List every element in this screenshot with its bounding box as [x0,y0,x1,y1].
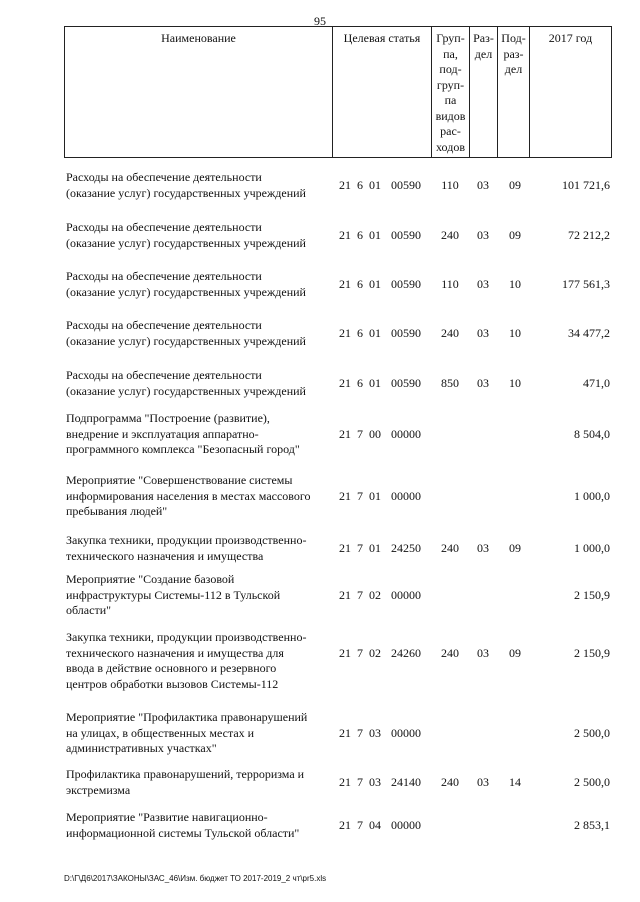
header-line: под- [439,62,462,76]
row-name-line: Расходы на обеспечение деятельности [66,318,262,332]
row-name [66,170,330,201]
code-part: 21 [339,427,351,441]
code-part: 21 [339,775,351,789]
code-part: 7 [357,489,363,503]
code-part: 00000 [391,489,421,503]
row-name [66,318,330,349]
code-part: 00000 [391,427,421,441]
code-part: 24260 [391,646,421,660]
row-name [66,810,330,841]
header-subsection [498,27,530,157]
code-part: 6 [357,376,363,390]
row-subsection: 10 [509,277,521,291]
row-name-line: Расходы на обеспечение деятельности [66,368,262,382]
code-part: 7 [357,646,363,660]
row-name-line: Закупка техники, продукции производственно- [66,533,307,547]
row-section: 03 [477,178,489,192]
code-part: 01 [369,326,381,340]
row-subsection: 09 [509,541,521,555]
row-subsection: 10 [509,326,521,340]
row-subsection: 09 [509,178,521,192]
code-part: 01 [369,376,381,390]
code-part: 24140 [391,775,421,789]
row-name-line: экстремизма [66,782,131,797]
row-section: 03 [477,541,489,555]
code-part: 02 [369,646,381,660]
header-target: Целевая статья [333,27,432,157]
row-name-line: Мероприятие "Профилактика правонарушений [66,710,308,724]
file-path-footer: D:\Г\Д6\2017\ЗАКОНЫ\ЗАС_46\Изм. бюджет ТО 2017-2019_2 чт\pr5.xls [64,874,327,883]
header-line: раз- [503,46,524,61]
row-target-code [339,818,421,834]
row-name-line: инфраструктуры Системы-112 в Тульской [66,587,281,602]
row-group: 240 [441,646,459,660]
code-part: 21 [339,376,351,390]
code-part: 7 [357,818,363,832]
row-target-code [339,178,421,194]
row-name [66,630,330,692]
row-amount: 2 150,9 [574,588,610,602]
code-part: 01 [369,277,381,291]
code-part: 00590 [391,326,421,340]
header-line: Раз- [473,31,494,45]
code-part: 00590 [391,376,421,390]
row-group: 240 [441,228,459,242]
row-name [66,710,330,757]
row-subsection: 10 [509,376,521,390]
code-part: 21 [339,178,351,192]
row-target-code [339,376,421,392]
header-line: рас- [440,124,461,138]
code-part: 7 [357,427,363,441]
row-section: 03 [477,376,489,390]
row-amount: 2 853,1 [574,818,610,832]
code-part: 6 [357,228,363,242]
row-group: 240 [441,541,459,555]
code-part: 6 [357,178,363,192]
row-name [66,220,330,251]
row-name-line: (оказание услуг) государственных учреждений [66,383,306,398]
code-part: 24250 [391,541,421,555]
code-part: 21 [339,277,351,291]
header-name: Наименование [65,27,333,157]
row-target-code [339,326,421,342]
header-line: ходов [436,139,465,154]
code-part: 00 [369,427,381,441]
header-line: па [444,93,457,107]
row-name-line: информационной системы Тульской области" [66,825,300,840]
row-name [66,269,330,300]
code-part: 01 [369,489,381,503]
code-part: 03 [369,726,381,740]
row-name-line: (оказание услуг) государственных учреждений [66,284,306,299]
code-part: 21 [339,646,351,660]
row-amount: 1 000,0 [574,489,610,503]
header-line: па, [443,46,458,61]
code-part: 21 [339,541,351,555]
row-name [66,767,330,798]
row-name-line: Мероприятие "Развитие навигационно- [66,810,268,824]
row-section: 03 [477,277,489,291]
row-group: 850 [441,376,459,390]
row-section: 03 [477,326,489,340]
page-number: 95 [314,14,326,28]
row-name-line: внедрение и эксплуатация аппаратно- [66,426,259,441]
code-part: 01 [369,541,381,555]
header-line: Под- [501,31,526,45]
row-name-line: пребывания людей" [66,504,168,518]
row-target-code [339,541,421,557]
header-group [432,27,470,157]
header-line: груп- [436,77,465,92]
code-part: 21 [339,818,351,832]
row-name-line: Расходы на обеспечение деятельности [66,220,262,234]
row-name-line: Расходы на обеспечение деятельности [66,170,262,184]
code-part: 6 [357,326,363,340]
row-name-line: на улицах, в общественных местах и [66,725,255,740]
row-target-code [339,775,421,791]
row-name-line: Подпрограмма "Построение (развитие), [66,411,270,425]
code-part: 7 [357,541,363,555]
code-part: 01 [369,178,381,192]
row-name-line: центров обработки вызовов Системы-112 [66,676,279,691]
code-part: 00000 [391,726,421,740]
table-header [64,26,612,158]
row-subsection: 09 [509,646,521,660]
row-name-line: технического назначения и имущества [66,548,264,563]
code-part: 00000 [391,588,421,602]
row-name-line: Мероприятие "Совершенствование системы [66,473,293,487]
row-amount: 471,0 [583,376,610,390]
row-amount: 177 561,3 [562,277,610,291]
row-name-line: (оказание услуг) государственных учреждений [66,333,306,348]
header-year: 2017 год [548,31,593,45]
row-amount: 1 000,0 [574,541,610,555]
code-part: 21 [339,489,351,503]
row-target-code [339,228,421,244]
code-part: 21 [339,228,351,242]
row-name [66,533,330,564]
row-subsection: 09 [509,228,521,242]
row-target-code [339,489,421,505]
row-name-line: Мероприятие "Создание базовой [66,572,235,586]
code-part: 7 [357,775,363,789]
code-part: 6 [357,277,363,291]
row-name-line: ввода в действие основного и резервного [66,661,277,675]
row-amount: 101 721,6 [562,178,610,192]
header-line: дел [474,46,493,61]
header-line: Груп- [436,31,465,45]
row-name [66,411,330,458]
row-subsection: 14 [509,775,521,789]
row-name-line: (оказание услуг) государственных учреждений [66,235,306,250]
row-group: 110 [441,178,459,192]
row-amount: 8 504,0 [574,427,610,441]
code-part: 00590 [391,178,421,192]
row-amount: 34 477,2 [568,326,610,340]
row-group: 240 [441,326,459,340]
code-part: 03 [369,775,381,789]
row-section: 03 [477,646,489,660]
row-name-line: Расходы на обеспечение деятельности [66,269,262,283]
code-part: 00590 [391,228,421,242]
code-part: 01 [369,228,381,242]
row-target-code [339,277,421,293]
code-part: 7 [357,588,363,602]
row-name-line: (оказание услуг) государственных учреждений [66,185,306,200]
header-section [470,27,498,157]
row-target-code [339,427,421,443]
row-name [66,473,330,520]
row-amount: 2 500,0 [574,726,610,740]
row-amount: 2 500,0 [574,775,610,789]
code-part: 21 [339,326,351,340]
row-name-line: информирования населения в местах массового [66,488,311,503]
code-part: 04 [369,818,381,832]
row-target-code [339,588,421,604]
row-name-line: программного комплекса "Безопасный город" [66,442,300,456]
code-part: 00000 [391,818,421,832]
row-name-line: административных участках" [66,741,217,755]
code-part: 21 [339,588,351,602]
row-target-code [339,726,421,742]
row-amount: 2 150,9 [574,646,610,660]
row-amount: 72 212,2 [568,228,610,242]
row-name [66,368,330,399]
row-name-line: области" [66,603,112,617]
header-line: видов [435,108,466,123]
row-group: 240 [441,775,459,789]
row-name [66,572,330,619]
row-name-line: Закупка техники, продукции производственно- [66,630,307,644]
row-section: 03 [477,228,489,242]
row-section: 03 [477,775,489,789]
code-part: 7 [357,726,363,740]
row-name-line: Профилактика правонарушений, терроризма и [66,767,305,781]
code-part: 00590 [391,277,421,291]
row-name-line: технического назначения и имущества для [66,645,284,660]
row-target-code [339,646,421,662]
code-part: 21 [339,726,351,740]
header-line: дел [504,62,523,76]
row-group: 110 [441,277,459,291]
code-part: 02 [369,588,381,602]
